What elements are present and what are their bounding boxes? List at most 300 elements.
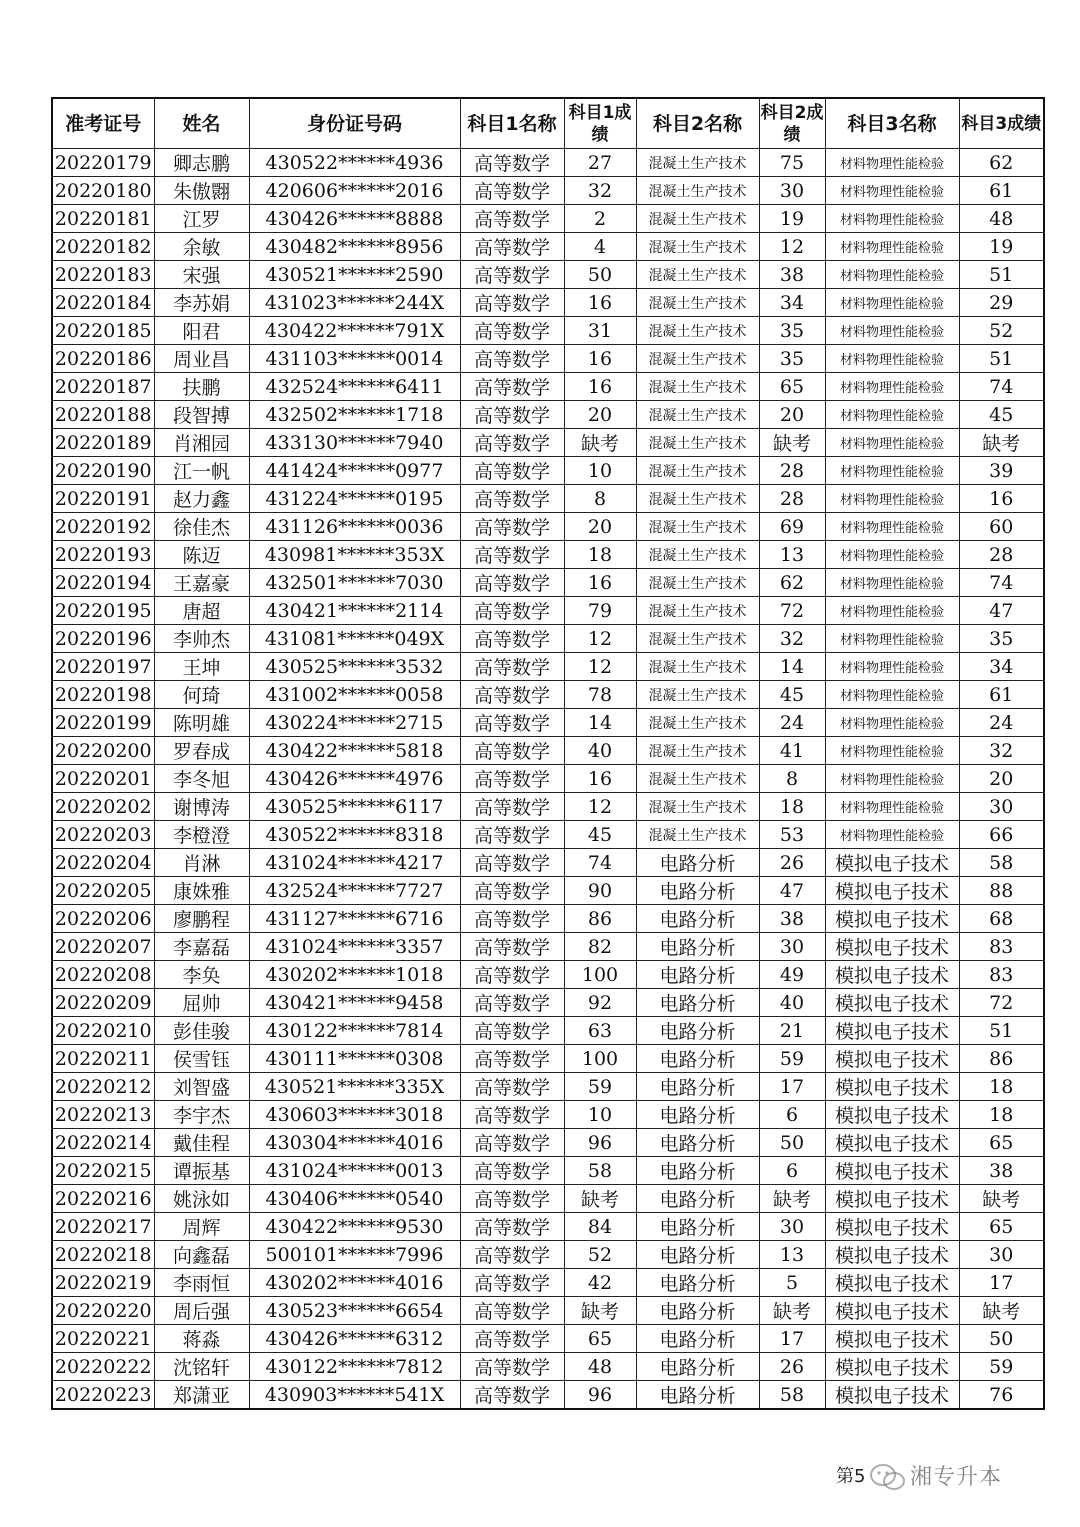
subject3-score-cell: 缺考: [959, 1185, 1044, 1213]
table-row: [52, 345, 1044, 373]
subject1-name-cell: 高等数学: [460, 681, 564, 709]
exam-id-cell: 20220191: [52, 485, 154, 513]
watermark-text: 湘专升本: [910, 1465, 1003, 1490]
table-row: [52, 1017, 1044, 1045]
subject2-score-cell: 47: [759, 877, 825, 905]
exam-id-cell: 20220215: [52, 1157, 154, 1185]
table-row: [52, 513, 1044, 541]
name-cell: 戴佳程: [154, 1129, 249, 1157]
name-cell: 周后强: [154, 1297, 249, 1325]
subject3-score-cell: 58: [959, 849, 1044, 877]
table-row: [52, 849, 1044, 877]
subject1-score-cell: 58: [564, 1157, 636, 1185]
table-row: [52, 1073, 1044, 1101]
subject3-name-cell: 模拟电子技术: [825, 961, 959, 989]
subject1-score-cell: 96: [564, 1381, 636, 1410]
subject1-name-cell: 高等数学: [460, 345, 564, 373]
exam-id-cell: 20220218: [52, 1241, 154, 1269]
subject1-name-cell: 高等数学: [460, 177, 564, 205]
subject2-score-cell: 72: [759, 597, 825, 625]
table-row: [52, 1297, 1044, 1325]
name-cell: 谭振基: [154, 1157, 249, 1185]
subject3-score-cell: 34: [959, 653, 1044, 681]
subject3-name-cell: 模拟电子技术: [825, 1241, 959, 1269]
subject1-name-cell: 高等数学: [460, 933, 564, 961]
subject3-name-cell: 模拟电子技术: [825, 1101, 959, 1129]
subject1-name-cell: 高等数学: [460, 793, 564, 821]
name-cell: 卿志鹏: [154, 149, 249, 177]
subject1-score-cell: 14: [564, 709, 636, 737]
subject3-score-cell: 83: [959, 961, 1044, 989]
subject3-name-cell: 材料物理性能检验: [825, 401, 959, 429]
id-number-cell: 430482******8956: [249, 233, 460, 261]
subject2-score-cell: 65: [759, 373, 825, 401]
subject2-name-cell: 混凝土生产技术: [636, 513, 759, 541]
subject2-name-cell: 混凝土生产技术: [636, 317, 759, 345]
subject3-score-cell: 62: [959, 149, 1044, 177]
subject1-name-cell: 高等数学: [460, 1185, 564, 1213]
name-cell: 李雨恒: [154, 1269, 249, 1297]
subject3-score-cell: 30: [959, 1241, 1044, 1269]
id-number-cell: 431224******0195: [249, 485, 460, 513]
subject3-name-cell: 模拟电子技术: [825, 1213, 959, 1241]
id-number-cell: 430122******7812: [249, 1353, 460, 1381]
name-cell: 谢博涛: [154, 793, 249, 821]
id-number-cell: 430224******2715: [249, 709, 460, 737]
subject1-name-cell: 高等数学: [460, 1269, 564, 1297]
table-row: [52, 989, 1044, 1017]
id-number-cell: 430202******1018: [249, 961, 460, 989]
subject1-name-cell: 高等数学: [460, 149, 564, 177]
exam-id-cell: 20220208: [52, 961, 154, 989]
subject2-name-cell: 混凝土生产技术: [636, 345, 759, 373]
subject2-name-cell: 混凝土生产技术: [636, 149, 759, 177]
subject3-score-cell: 18: [959, 1101, 1044, 1129]
name-cell: 向鑫磊: [154, 1241, 249, 1269]
subject2-name-cell: 电路分析: [636, 905, 759, 933]
header-subject3-score: 科目3成绩: [959, 98, 1044, 149]
name-cell: 沈铭轩: [154, 1353, 249, 1381]
exam-id-cell: 20220192: [52, 513, 154, 541]
page-number-text: 第5: [836, 1466, 866, 1487]
header-exam-id: 准考证号: [52, 98, 154, 149]
subject1-name-cell: 高等数学: [460, 569, 564, 597]
subject3-name-cell: 模拟电子技术: [825, 933, 959, 961]
exam-id-cell: 20220190: [52, 457, 154, 485]
subject3-name-cell: 材料物理性能检验: [825, 513, 959, 541]
name-cell: 姚泳如: [154, 1185, 249, 1213]
subject1-score-cell: 45: [564, 821, 636, 849]
subject2-score-cell: 35: [759, 345, 825, 373]
table-row: [52, 289, 1044, 317]
exam-id-cell: 20220181: [52, 205, 154, 233]
subject1-name-cell: 高等数学: [460, 961, 564, 989]
id-number-cell: 430426******4976: [249, 765, 460, 793]
subject1-score-cell: 100: [564, 1045, 636, 1073]
name-cell: 李奂: [154, 961, 249, 989]
subject2-score-cell: 40: [759, 989, 825, 1017]
table-row: [52, 541, 1044, 569]
subject3-score-cell: 48: [959, 205, 1044, 233]
header-id-number: 身份证号码: [249, 98, 460, 149]
exam-id-cell: 20220197: [52, 653, 154, 681]
subject3-score-cell: 59: [959, 1353, 1044, 1381]
subject2-name-cell: 混凝土生产技术: [636, 401, 759, 429]
subject1-score-cell: 86: [564, 905, 636, 933]
table-row: [52, 457, 1044, 485]
subject3-name-cell: 材料物理性能检验: [825, 709, 959, 737]
subject3-score-cell: 45: [959, 401, 1044, 429]
subject2-score-cell: 26: [759, 849, 825, 877]
subject3-name-cell: 材料物理性能检验: [825, 625, 959, 653]
subject3-name-cell: 材料物理性能检验: [825, 765, 959, 793]
subject2-name-cell: 电路分析: [636, 1269, 759, 1297]
subject3-name-cell: 材料物理性能检验: [825, 653, 959, 681]
subject3-name-cell: 模拟电子技术: [825, 1325, 959, 1353]
subject1-score-cell: 12: [564, 625, 636, 653]
name-cell: 李宇杰: [154, 1101, 249, 1129]
exam-id-cell: 20220217: [52, 1213, 154, 1241]
id-number-cell: 430525******6117: [249, 793, 460, 821]
subject2-name-cell: 电路分析: [636, 1017, 759, 1045]
subject3-score-cell: 39: [959, 457, 1044, 485]
table-row: [52, 681, 1044, 709]
name-cell: 郑潇亚: [154, 1381, 249, 1410]
id-number-cell: 430426******8888: [249, 205, 460, 233]
table-row: [52, 401, 1044, 429]
id-number-cell: 500101******7996: [249, 1241, 460, 1269]
id-number-cell: 430521******335X: [249, 1073, 460, 1101]
subject3-name-cell: 模拟电子技术: [825, 1073, 959, 1101]
table-row: [52, 961, 1044, 989]
subject3-score-cell: 76: [959, 1381, 1044, 1410]
subject2-score-cell: 49: [759, 961, 825, 989]
subject1-name-cell: 高等数学: [460, 1017, 564, 1045]
subject3-score-cell: 28: [959, 541, 1044, 569]
exam-id-cell: 20220212: [52, 1073, 154, 1101]
subject3-name-cell: 材料物理性能检验: [825, 429, 959, 457]
subject2-name-cell: 电路分析: [636, 1381, 759, 1410]
exam-id-cell: 20220210: [52, 1017, 154, 1045]
name-cell: 蒋淼: [154, 1325, 249, 1353]
id-number-cell: 432502******1718: [249, 401, 460, 429]
table-row: [52, 597, 1044, 625]
exam-id-cell: 20220220: [52, 1297, 154, 1325]
name-cell: 李冬旭: [154, 765, 249, 793]
subject1-score-cell: 48: [564, 1353, 636, 1381]
subject3-score-cell: 51: [959, 261, 1044, 289]
table-row: [52, 1185, 1044, 1213]
subject3-name-cell: 模拟电子技术: [825, 877, 959, 905]
subject1-score-cell: 32: [564, 177, 636, 205]
subject1-score-cell: 20: [564, 401, 636, 429]
subject1-name-cell: 高等数学: [460, 317, 564, 345]
table-row: [52, 205, 1044, 233]
subject1-score-cell: 10: [564, 457, 636, 485]
id-number-cell: 430406******0540: [249, 1185, 460, 1213]
subject2-name-cell: 电路分析: [636, 1325, 759, 1353]
name-cell: 李橙澄: [154, 821, 249, 849]
subject1-score-cell: 65: [564, 1325, 636, 1353]
table-row: [52, 821, 1044, 849]
subject1-score-cell: 74: [564, 849, 636, 877]
table-row: [52, 1325, 1044, 1353]
subject2-name-cell: 电路分析: [636, 933, 759, 961]
table-row: [52, 765, 1044, 793]
table-row: [52, 793, 1044, 821]
subject2-name-cell: 电路分析: [636, 849, 759, 877]
subject1-name-cell: 高等数学: [460, 1129, 564, 1157]
exam-id-cell: 20220193: [52, 541, 154, 569]
subject1-name-cell: 高等数学: [460, 457, 564, 485]
name-cell: 唐超: [154, 597, 249, 625]
subject3-name-cell: 材料物理性能检验: [825, 261, 959, 289]
subject2-name-cell: 电路分析: [636, 1241, 759, 1269]
table-row: [52, 149, 1044, 177]
subject3-name-cell: 材料物理性能检验: [825, 681, 959, 709]
id-number-cell: 431081******049X: [249, 625, 460, 653]
name-cell: 屈帅: [154, 989, 249, 1017]
id-number-cell: 430981******353X: [249, 541, 460, 569]
id-number-cell: 430421******9458: [249, 989, 460, 1017]
table-row: [52, 177, 1044, 205]
subject2-score-cell: 32: [759, 625, 825, 653]
subject2-score-cell: 17: [759, 1073, 825, 1101]
subject3-name-cell: 模拟电子技术: [825, 1045, 959, 1073]
exam-id-cell: 20220187: [52, 373, 154, 401]
subject2-score-cell: 13: [759, 1241, 825, 1269]
name-cell: 肖淋: [154, 849, 249, 877]
subject1-name-cell: 高等数学: [460, 1325, 564, 1353]
exam-id-cell: 20220223: [52, 1381, 154, 1410]
exam-id-cell: 20220182: [52, 233, 154, 261]
exam-id-cell: 20220206: [52, 905, 154, 933]
subject2-name-cell: 电路分析: [636, 1045, 759, 1073]
name-cell: 肖湘园: [154, 429, 249, 457]
table-row: [52, 1213, 1044, 1241]
id-number-cell: 430422******9530: [249, 1213, 460, 1241]
subject3-score-cell: 16: [959, 485, 1044, 513]
table-row: [52, 233, 1044, 261]
name-cell: 侯雪钰: [154, 1045, 249, 1073]
table-row: [52, 737, 1044, 765]
subject2-score-cell: 12: [759, 233, 825, 261]
subject2-name-cell: 混凝土生产技术: [636, 821, 759, 849]
table-row: [52, 373, 1044, 401]
name-cell: 王坤: [154, 653, 249, 681]
subject3-score-cell: 72: [959, 989, 1044, 1017]
subject2-name-cell: 混凝土生产技术: [636, 597, 759, 625]
subject1-name-cell: 高等数学: [460, 849, 564, 877]
subject2-name-cell: 混凝土生产技术: [636, 429, 759, 457]
subject1-score-cell: 90: [564, 877, 636, 905]
subject3-score-cell: 65: [959, 1129, 1044, 1157]
name-cell: 周辉: [154, 1213, 249, 1241]
exam-id-cell: 20220198: [52, 681, 154, 709]
subject1-score-cell: 52: [564, 1241, 636, 1269]
exam-id-cell: 20220214: [52, 1129, 154, 1157]
subject2-name-cell: 混凝土生产技术: [636, 457, 759, 485]
subject3-score-cell: 19: [959, 233, 1044, 261]
table-row: [52, 709, 1044, 737]
subject2-name-cell: 电路分析: [636, 989, 759, 1017]
subject1-name-cell: 高等数学: [460, 429, 564, 457]
subject2-name-cell: 电路分析: [636, 1185, 759, 1213]
name-cell: 周业昌: [154, 345, 249, 373]
name-cell: 彭佳骏: [154, 1017, 249, 1045]
subject3-score-cell: 32: [959, 737, 1044, 765]
id-number-cell: 430523******6654: [249, 1297, 460, 1325]
subject3-score-cell: 35: [959, 625, 1044, 653]
subject2-score-cell: 缺考: [759, 1185, 825, 1213]
subject2-score-cell: 41: [759, 737, 825, 765]
subject1-score-cell: 2: [564, 205, 636, 233]
subject1-name-cell: 高等数学: [460, 1157, 564, 1185]
subject3-name-cell: 模拟电子技术: [825, 1297, 959, 1325]
subject1-name-cell: 高等数学: [460, 261, 564, 289]
subject1-name-cell: 高等数学: [460, 737, 564, 765]
table-row: [52, 485, 1044, 513]
subject3-score-cell: 50: [959, 1325, 1044, 1353]
header-subject2-name: 科目2名称: [636, 98, 759, 149]
subject3-name-cell: 模拟电子技术: [825, 1269, 959, 1297]
name-cell: 江罗: [154, 205, 249, 233]
id-number-cell: 431023******244X: [249, 289, 460, 317]
subject1-score-cell: 31: [564, 317, 636, 345]
subject3-name-cell: 材料物理性能检验: [825, 737, 959, 765]
subject3-name-cell: 材料物理性能检验: [825, 205, 959, 233]
subject2-name-cell: 混凝土生产技术: [636, 261, 759, 289]
subject2-name-cell: 混凝土生产技术: [636, 653, 759, 681]
subject1-name-cell: 高等数学: [460, 1213, 564, 1241]
name-cell: 李嘉磊: [154, 933, 249, 961]
subject3-name-cell: 模拟电子技术: [825, 1185, 959, 1213]
subject3-name-cell: 材料物理性能检验: [825, 597, 959, 625]
subject2-name-cell: 电路分析: [636, 961, 759, 989]
table-row: [52, 569, 1044, 597]
subject2-score-cell: 75: [759, 149, 825, 177]
subject2-score-cell: 30: [759, 177, 825, 205]
table-row: [52, 261, 1044, 289]
subject3-score-cell: 88: [959, 877, 1044, 905]
subject2-score-cell: 18: [759, 793, 825, 821]
subject1-score-cell: 缺考: [564, 1185, 636, 1213]
subject1-score-cell: 27: [564, 149, 636, 177]
table-row: [52, 1157, 1044, 1185]
subject2-score-cell: 5: [759, 1269, 825, 1297]
subject3-name-cell: 材料物理性能检验: [825, 317, 959, 345]
id-number-cell: 420606******2016: [249, 177, 460, 205]
id-number-cell: 430522******4936: [249, 149, 460, 177]
subject2-score-cell: 38: [759, 261, 825, 289]
exam-id-cell: 20220202: [52, 793, 154, 821]
id-number-cell: 432524******6411: [249, 373, 460, 401]
subject1-name-cell: 高等数学: [460, 625, 564, 653]
subject3-name-cell: 材料物理性能检验: [825, 793, 959, 821]
id-number-cell: 431103******0014: [249, 345, 460, 373]
wechat-icon: [868, 1462, 908, 1494]
subject1-score-cell: 4: [564, 233, 636, 261]
header-subject1-name: 科目1名称: [460, 98, 564, 149]
exam-id-cell: 20220216: [52, 1185, 154, 1213]
subject3-score-cell: 66: [959, 821, 1044, 849]
exam-id-cell: 20220207: [52, 933, 154, 961]
subject2-score-cell: 30: [759, 933, 825, 961]
subject1-score-cell: 20: [564, 513, 636, 541]
subject2-score-cell: 34: [759, 289, 825, 317]
header-name: 姓名: [154, 98, 249, 149]
subject1-name-cell: 高等数学: [460, 905, 564, 933]
subject1-score-cell: 16: [564, 289, 636, 317]
subject2-score-cell: 28: [759, 457, 825, 485]
exam-id-cell: 20220189: [52, 429, 154, 457]
subject2-score-cell: 13: [759, 541, 825, 569]
subject2-score-cell: 28: [759, 485, 825, 513]
subject3-score-cell: 65: [959, 1213, 1044, 1241]
subject1-score-cell: 78: [564, 681, 636, 709]
subject2-name-cell: 电路分析: [636, 1101, 759, 1129]
name-cell: 江一帆: [154, 457, 249, 485]
subject3-name-cell: 材料物理性能检验: [825, 373, 959, 401]
subject3-name-cell: 模拟电子技术: [825, 1381, 959, 1410]
exam-id-cell: 20220194: [52, 569, 154, 597]
id-number-cell: 441424******0977: [249, 457, 460, 485]
header-subject1-score: 科目1成绩: [564, 98, 636, 149]
subject2-score-cell: 58: [759, 1381, 825, 1410]
name-cell: 何琦: [154, 681, 249, 709]
subject3-name-cell: 材料物理性能检验: [825, 177, 959, 205]
subject2-score-cell: 62: [759, 569, 825, 597]
subject2-score-cell: 50: [759, 1129, 825, 1157]
subject1-score-cell: 50: [564, 261, 636, 289]
subject3-score-cell: 60: [959, 513, 1044, 541]
exam-id-cell: 20220195: [52, 597, 154, 625]
exam-id-cell: 20220199: [52, 709, 154, 737]
subject1-name-cell: 高等数学: [460, 1073, 564, 1101]
exam-id-cell: 20220185: [52, 317, 154, 345]
subject2-name-cell: 电路分析: [636, 1213, 759, 1241]
subject3-name-cell: 材料物理性能检验: [825, 345, 959, 373]
header-subject2-score: 科目2成绩: [759, 98, 825, 149]
subject3-name-cell: 模拟电子技术: [825, 905, 959, 933]
id-number-cell: 432524******7727: [249, 877, 460, 905]
subject1-name-cell: 高等数学: [460, 1241, 564, 1269]
subject2-score-cell: 53: [759, 821, 825, 849]
name-cell: 康姝雅: [154, 877, 249, 905]
subject2-name-cell: 混凝土生产技术: [636, 569, 759, 597]
subject2-name-cell: 混凝土生产技术: [636, 541, 759, 569]
name-cell: 刘智盛: [154, 1073, 249, 1101]
subject3-score-cell: 61: [959, 177, 1044, 205]
subject1-name-cell: 高等数学: [460, 877, 564, 905]
subject1-score-cell: 12: [564, 793, 636, 821]
subject3-score-cell: 51: [959, 345, 1044, 373]
subject2-score-cell: 30: [759, 1213, 825, 1241]
exam-id-cell: 20220184: [52, 289, 154, 317]
subject1-name-cell: 高等数学: [460, 485, 564, 513]
subject3-name-cell: 材料物理性能检验: [825, 821, 959, 849]
header-subject3-name: 科目3名称: [825, 98, 959, 149]
name-cell: 阳君: [154, 317, 249, 345]
subject2-score-cell: 缺考: [759, 429, 825, 457]
subject2-name-cell: 电路分析: [636, 1297, 759, 1325]
name-cell: 李苏娟: [154, 289, 249, 317]
id-number-cell: 430903******541X: [249, 1381, 460, 1410]
id-number-cell: 430122******7814: [249, 1017, 460, 1045]
subject3-name-cell: 模拟电子技术: [825, 1353, 959, 1381]
exam-id-cell: 20220200: [52, 737, 154, 765]
subject2-score-cell: 45: [759, 681, 825, 709]
